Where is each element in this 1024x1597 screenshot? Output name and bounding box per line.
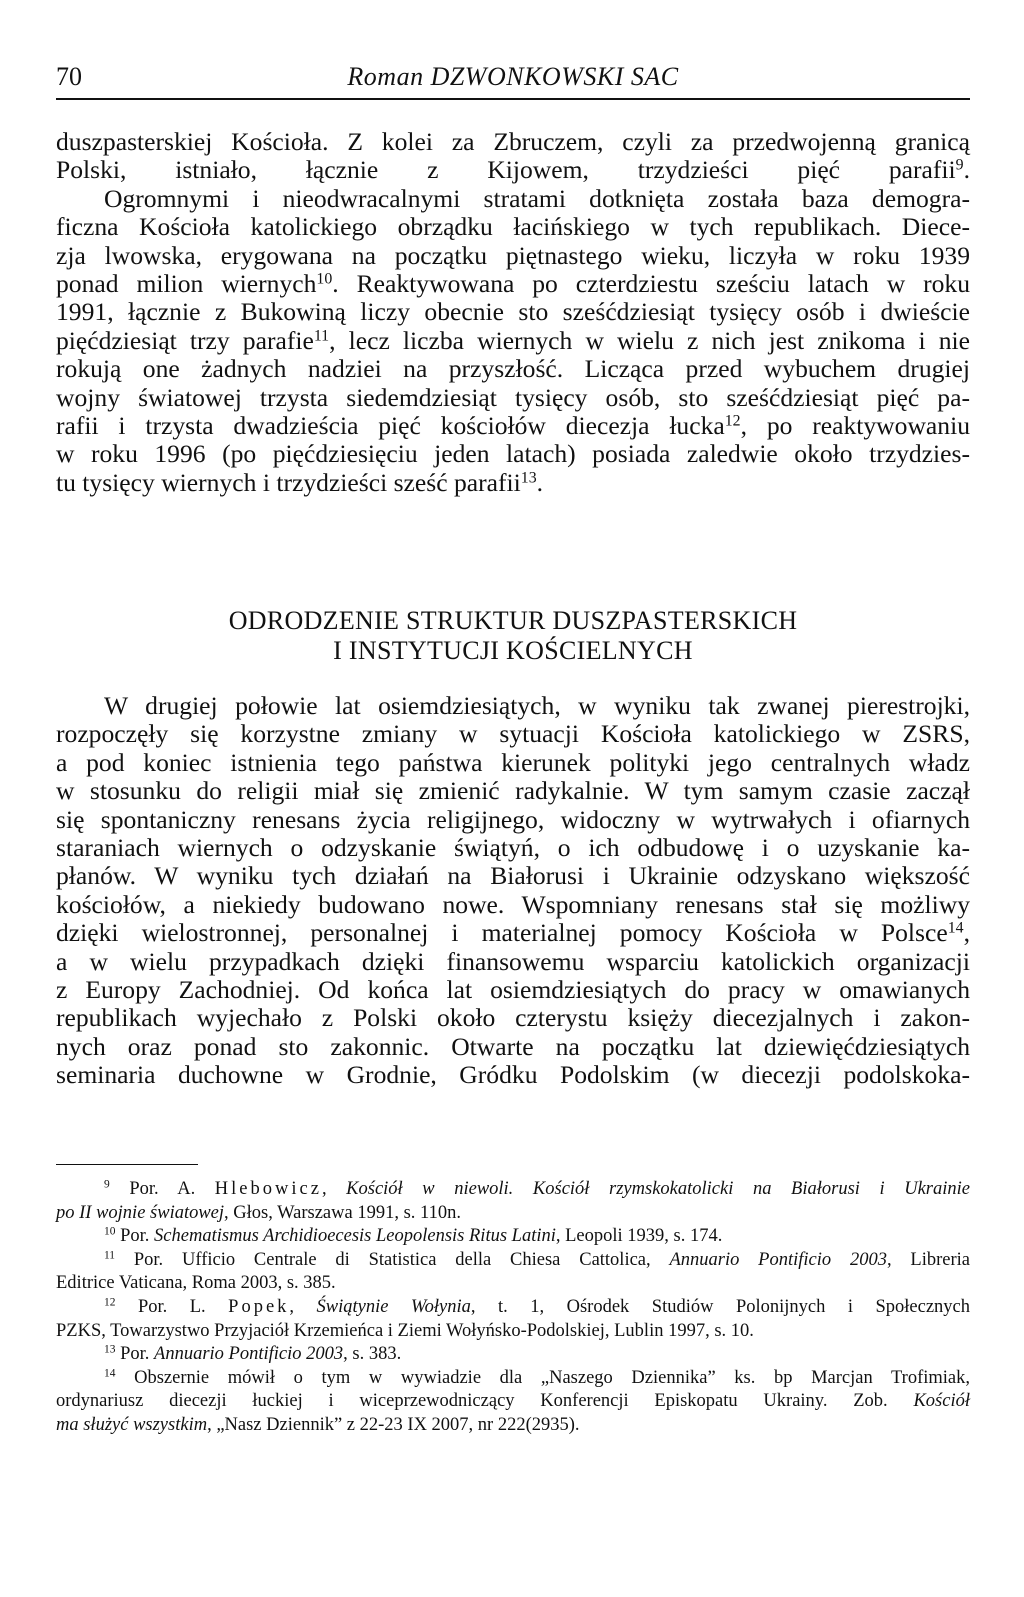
- section-heading: [56, 606, 970, 666]
- footnote-number: 12: [104, 1296, 116, 1309]
- work-title: Schematismus Archidioecesis Leopolensis Ritus Latini: [154, 1226, 556, 1247]
- text-line: z Europy Zachodniej. Od końca lat osiemdziesiątych do pracy w omawianych: [56, 975, 970, 1005]
- footnote-line: [56, 1202, 970, 1226]
- footnote-line: [56, 1367, 970, 1391]
- text-run: ,: [963, 918, 970, 948]
- text-run: Por. Ufficio Centrale di Statistica della Chiesa Cattolica,: [133, 1249, 670, 1270]
- text-line: [56, 919, 970, 947]
- text-run: . Reaktywowana po czterdziestu sześciu latach w roku: [332, 269, 970, 299]
- paragraph-continuation: [56, 128, 970, 497]
- text-run: pięćdziesiąt trzy parafie: [56, 325, 314, 355]
- footnotes: [56, 1178, 970, 1438]
- text-run: , Leopoli 1939, s. 174.: [555, 1226, 723, 1247]
- text-run: Por.: [120, 1226, 155, 1247]
- footnote-line: [56, 1178, 970, 1202]
- footnote-line: [56, 1225, 970, 1249]
- text-run: Obszernie mówił o tym w wywiadzie dla „Naszego Dziennika” ks. bp Marcjan Trofimiak,: [134, 1367, 971, 1388]
- footnote-10: [56, 1225, 970, 1249]
- text-run: Por. L.: [137, 1296, 229, 1317]
- text-line: się spontaniczny renesans życia religijnego, widoczny w wytrwałych i ofiarnych: [56, 804, 970, 834]
- text-run: .: [963, 155, 970, 185]
- text-run: , „Nasz Dziennik” z 22-23 IX 2007, nr 222(2935).: [207, 1414, 580, 1435]
- text-run: ,: [321, 1179, 347, 1199]
- text-line: a w wielu przypadkach dzięki finansowemu wsparciu katolickich organizacji: [56, 946, 970, 976]
- text-run: ,: [289, 1296, 317, 1317]
- paragraph: [56, 692, 970, 1090]
- text-run: ordynariusz diecezji łuckiej i wiceprzewodniczący Konferencji Episkopatu Ukrainy. Zob.: [56, 1391, 914, 1412]
- text-line: [56, 469, 970, 497]
- text-run: , t. 1, Ośrodek Studiów Polonijnych i Społecznych: [470, 1296, 970, 1317]
- text-line: ficzna Kościoła katolickiego obrządku łacińskiego w tych republikach. Diece-: [56, 212, 970, 242]
- text-run: , Libreria: [886, 1249, 971, 1270]
- text-run: Polski, istniało, łącznie z Kijowem, trzydzieści pięć parafii: [56, 155, 956, 185]
- footnote-11: [56, 1249, 970, 1296]
- text-line: [56, 412, 970, 440]
- text-run: .: [536, 467, 544, 497]
- text-line: 1991, łącznie z Bukowiną liczy obecnie sto sześćdziesiąt tysięcy osób i dwieście: [56, 297, 970, 327]
- text-line: w roku 1996 (po pięćdziesięciu jeden latach) posiada zaledwie około trzydzies-: [56, 439, 970, 469]
- text-line: a pod koniec istnienia tego państwa kierunek polityki jego centralnych władz: [56, 747, 970, 777]
- footnote-ref: 12: [724, 412, 741, 430]
- footnote-line: Editrice Vaticana, Roma 2003, s. 385.: [56, 1273, 336, 1294]
- text-line: duszpasterskiej Kościoła. Z kolei za Zbruczem, czyli za przedwojenną granicą: [56, 127, 970, 156]
- text-line: [56, 156, 970, 184]
- running-title: Roman DZWONKOWSKI SAC: [347, 62, 679, 91]
- text-run: Por.: [120, 1344, 155, 1365]
- work-title: Świątynie Wołynia: [316, 1296, 471, 1317]
- text-run: ponad milion wiernych: [56, 269, 317, 299]
- text-line: staraniach wiernych o odzyskanie świątyń, o ich odbudowę i o uzyskanie ka-: [56, 833, 970, 863]
- text-line: Ogromnymi i nieodwracalnymi stratami dotknięta została baza demogra-: [104, 183, 970, 213]
- text-line: nych oraz ponad sto zakonnic. Otwarte na początku lat dziewięćdziesiątych: [56, 1031, 970, 1061]
- work-title: ma służyć wszystkim: [56, 1414, 208, 1435]
- text-run: Por. A.: [129, 1179, 215, 1199]
- text-line: seminaria duchowne w Grodnie, Gródku Podolskim (w diecezji podolskoka-: [56, 1060, 970, 1090]
- footnote-number: 11: [104, 1249, 116, 1262]
- footnote-divider: [56, 1164, 198, 1165]
- text-line: rozpoczęły się korzystne zmiany w sytuacji Kościoła katolickiego w ZSRS,: [56, 719, 970, 749]
- running-head: [56, 58, 970, 100]
- footnote-ref: 9: [955, 156, 964, 174]
- footnote-number: 13: [104, 1343, 116, 1356]
- work-title: Kościół w niewoli. Kościół rzymskokatolicki na Białorusi i Ukrainie: [346, 1179, 970, 1199]
- footnote-line: [56, 1249, 970, 1273]
- footnote-line: [56, 1390, 970, 1414]
- work-title: Annuario Pontificio 2003: [154, 1344, 344, 1365]
- footnote-number: 14: [104, 1367, 116, 1380]
- footnote-line: [56, 1414, 970, 1438]
- footnote-number: 9: [104, 1178, 110, 1191]
- text-line: [56, 270, 970, 298]
- footnote-line: PZKS, Towarzystwo Przyjaciół Krzemieńca i Ziemi Wołyńsko-Podolskiej, Lublin 1997, s. 10.: [56, 1320, 754, 1341]
- footnote-ref: 11: [313, 327, 330, 345]
- footnote-line: [56, 1296, 970, 1320]
- text-line: [56, 327, 970, 355]
- section-heading-line: ODRODZENIE STRUKTUR DUSZPASTERSKICH: [228, 606, 798, 635]
- footnote-ref: 13: [520, 469, 537, 487]
- footnote-ref: 14: [947, 919, 964, 937]
- text-line: zja lwowska, erygowana na początku piętnastego wieku, liczyła w roku 1939: [56, 240, 970, 270]
- footnote-ref: 10: [316, 270, 333, 288]
- text-line: rokują one żadnych nadziei na przyszłość. Licząca przed wybuchem drugiej: [56, 354, 970, 384]
- footnote-9: [56, 1178, 970, 1225]
- footnote-14: [56, 1367, 970, 1438]
- text-line: W drugiej połowie lat osiemdziesiątych, w wyniku tak zwanej pierestrojki,: [104, 691, 970, 720]
- author-name: Hlebowicz: [214, 1179, 322, 1199]
- text-run: dzięki wielostronnej, personalnej i materialnej pomocy Kościoła w Polsce: [56, 918, 948, 948]
- text-line: w stosunku do religii miał się zmienić radykalnie. W tym samym czasie zaczął: [56, 776, 970, 806]
- footnote-13: [56, 1343, 970, 1367]
- footnote-12: [56, 1296, 970, 1343]
- footnote-number: 10: [104, 1225, 116, 1238]
- work-title: Annuario Pontificio 2003: [669, 1249, 887, 1270]
- section-heading-line: I INSTYTUCJI KOŚCIELNYCH: [333, 636, 693, 665]
- text-run: , s. 383.: [343, 1344, 402, 1365]
- work-title: po II wojnie światowej: [56, 1202, 225, 1223]
- text-run: , po reaktywowaniu: [740, 411, 970, 441]
- text-run: , Głos, Warszawa 1991, s. 110n.: [224, 1202, 461, 1223]
- page-number: 70: [56, 62, 82, 91]
- text-line: kościołów, a niekiedy budowano nowe. Wspomniany renesans stał się możliwy: [56, 889, 970, 919]
- text-line: płanów. W wyniku tych działań na Białorusi i Ukrainie odzyskano większość: [56, 861, 970, 891]
- text-line: republikach wyjechało z Polski około czterystu księży diecezjalnych i zakon-: [56, 1003, 970, 1033]
- author-name: Popek: [228, 1296, 290, 1317]
- work-title: Kościół: [913, 1391, 970, 1412]
- text-run: , lecz liczba wiernych w wielu z nich jest znikoma i nie: [329, 325, 970, 355]
- footnote-line: [56, 1343, 970, 1367]
- text-run: tu tysięcy wiernych i trzydzieści sześć parafii: [56, 467, 521, 497]
- text-run: rafii i trzysta dwadzieścia pięć kościołów diecezja łucka: [56, 411, 725, 441]
- text-line: wojny światowej trzysta siedemdziesiąt tysięcy osób, sto sześćdziesiąt pięć pa-: [56, 382, 970, 412]
